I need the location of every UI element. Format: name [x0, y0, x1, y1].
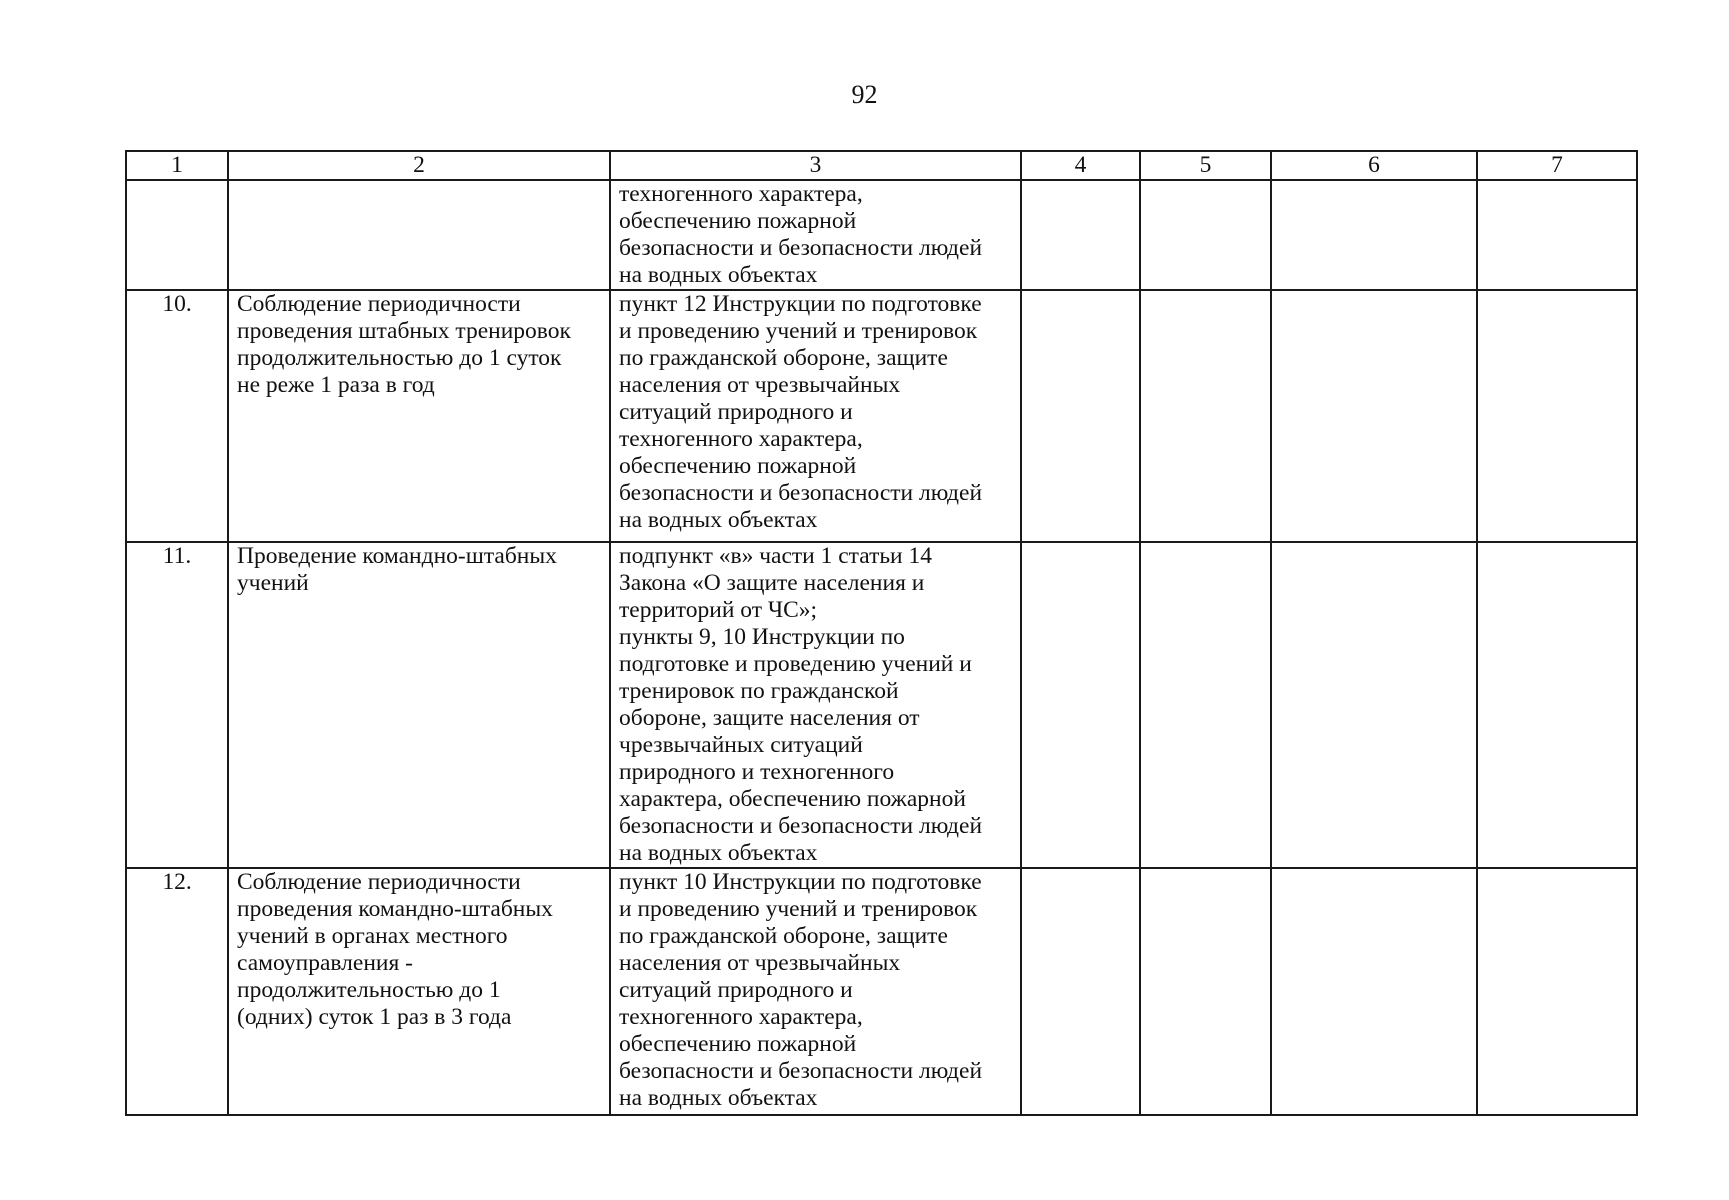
header-cell: 3: [610, 151, 1021, 180]
column-7-cell: [1477, 868, 1637, 1115]
page-number: 92: [851, 80, 878, 109]
checklist-table: [125, 150, 1638, 1116]
header-cell: 1: [126, 151, 228, 180]
requirement-cell: Проведение командно-штабных учений: [228, 542, 610, 868]
column-4-cell: [1021, 290, 1140, 542]
column-4-cell: [1021, 180, 1140, 290]
table-row: [126, 542, 1637, 868]
header-cell: 7: [1477, 151, 1637, 180]
column-6-cell: [1271, 868, 1477, 1115]
column-7-cell: [1477, 290, 1637, 542]
table-row: [126, 180, 1637, 290]
table-row: [126, 290, 1637, 542]
row-number: [126, 180, 228, 290]
row-number: 12.: [126, 868, 228, 1115]
column-7-cell: [1477, 180, 1637, 290]
legal-basis-cell: техногенного характера, обеспечению пожарной безопасности и безопасности людей на водных объектах: [610, 180, 1021, 290]
column-4-cell: [1021, 542, 1140, 868]
header-cell: 6: [1271, 151, 1477, 180]
requirement-cell: Соблюдение периодичности проведения штабных тренировок продолжительностью до 1 суток не реже 1 раза в год: [228, 290, 610, 542]
column-6-cell: [1271, 542, 1477, 868]
table-row: [126, 868, 1637, 1115]
requirement-cell: Соблюдение периодичности проведения командно-штабных учений в органах местного самоуправления - продолжительностью до 1 (одних) суток 1 раз в 3 года: [228, 868, 610, 1115]
row-number: 10.: [126, 290, 228, 542]
column-6-cell: [1271, 290, 1477, 542]
legal-basis-cell: пункт 12 Инструкции по подготовке и проведению учений и тренировок по гражданской обороне, защите населения от чрезвычайных ситуаций природного и техногенного характера, обеспечению пожарной безопасности и безопасности людей на водных объектах: [610, 290, 1021, 542]
column-5-cell: [1140, 868, 1271, 1115]
column-6-cell: [1271, 180, 1477, 290]
requirement-cell: [228, 180, 610, 290]
column-5-cell: [1140, 180, 1271, 290]
column-5-cell: [1140, 542, 1271, 868]
column-5-cell: [1140, 290, 1271, 542]
header-cell: 2: [228, 151, 610, 180]
column-4-cell: [1021, 868, 1140, 1115]
legal-basis-cell: пункт 10 Инструкции по подготовке и проведению учений и тренировок по гражданской обороне, защите населения от чрезвычайных ситуаций природного и техногенного характера, обеспечению пожарной безопасности и безопасности людей на водных объектах: [610, 868, 1021, 1115]
table-header-row: [126, 151, 1637, 180]
row-number: 11.: [126, 542, 228, 868]
header-cell: 4: [1021, 151, 1140, 180]
header-cell: 5: [1140, 151, 1271, 180]
legal-basis-cell: подпункт «в» части 1 статьи 14 Закона «О защите населения и территорий от ЧС»; пункты 9, 10 Инструкции по подготовке и проведению учений и тренировок по гражданской обороне, защите населения от чрезвычайных ситуаций природного и техногенного характера, обеспечению пожарной безопасности и безопасности людей на водных объектах: [610, 542, 1021, 868]
column-7-cell: [1477, 542, 1637, 868]
